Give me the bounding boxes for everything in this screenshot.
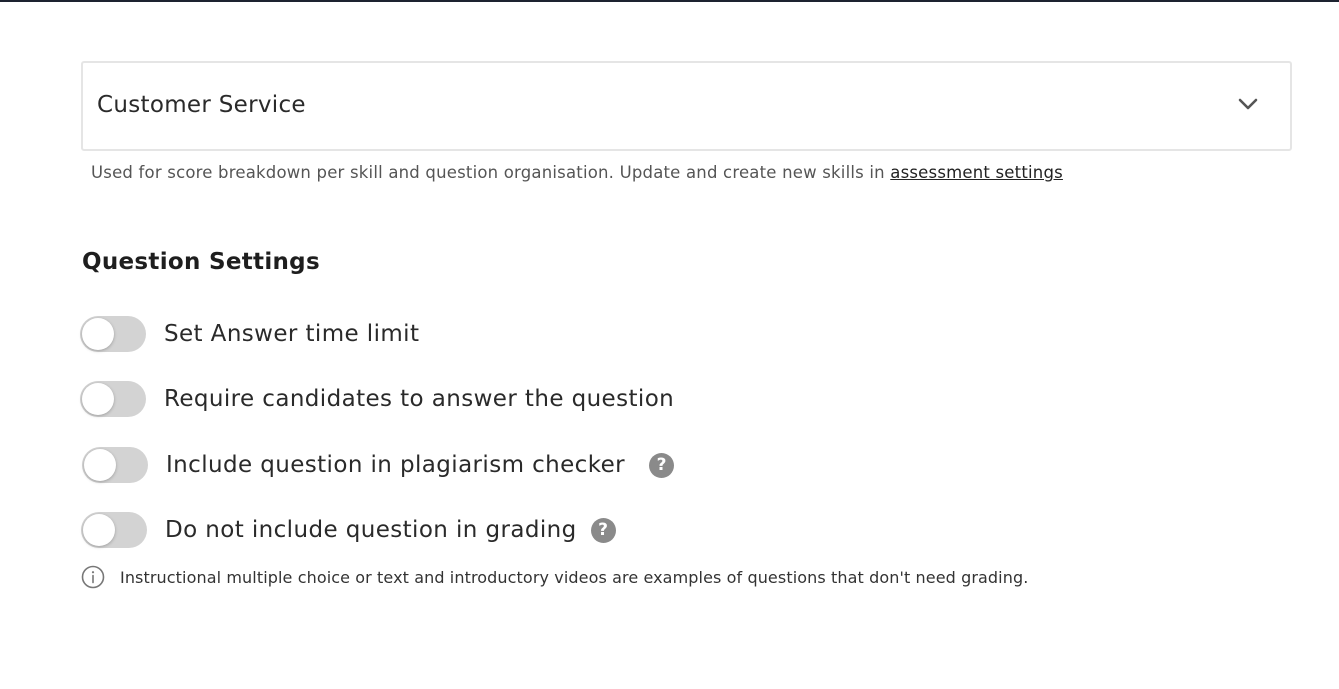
toggle-knob — [83, 514, 115, 546]
plagiarism-toggle[interactable] — [82, 447, 148, 483]
toggle-knob — [84, 449, 116, 481]
chevron-down-icon[interactable] — [1238, 97, 1258, 111]
toggle-row-grading — [81, 512, 616, 548]
exclude-grading-toggle[interactable] — [81, 512, 147, 548]
grading-help-icon[interactable]: ? — [591, 518, 616, 543]
plagiarism-help-icon[interactable]: ? — [649, 453, 674, 478]
toggle-knob — [82, 318, 114, 350]
helper-text-body: Used for score breakdown per skill and question organisation. Update and create new skills in — [91, 163, 891, 182]
require-answer-toggle[interactable] — [80, 381, 146, 417]
exclude-grading-label: Do not include question in grading — [165, 517, 577, 543]
require-answer-label: Require candidates to answer the question — [164, 386, 675, 412]
toggle-row-time-limit — [80, 316, 419, 352]
grading-info-note — [81, 565, 1028, 589]
skill-dropdown-value: Customer Service — [97, 92, 306, 118]
section-title: Question Settings — [82, 249, 320, 275]
top-divider — [0, 0, 1339, 2]
plagiarism-label: Include question in plagiarism checker — [166, 452, 626, 478]
time-limit-label: Set Answer time limit — [164, 321, 420, 347]
assessment-settings-link[interactable]: assessment settings — [890, 163, 1063, 182]
toggle-knob — [82, 383, 114, 415]
skill-dropdown[interactable] — [81, 61, 1292, 151]
time-limit-toggle[interactable] — [80, 316, 146, 352]
skill-helper-text — [91, 163, 1063, 182]
toggle-row-plagiarism — [82, 447, 674, 483]
toggle-row-require-answer — [80, 381, 674, 417]
info-text: Instructional multiple choice or text and introductory videos are examples of questions that don't need grading. — [120, 567, 1029, 587]
info-icon — [81, 565, 105, 589]
